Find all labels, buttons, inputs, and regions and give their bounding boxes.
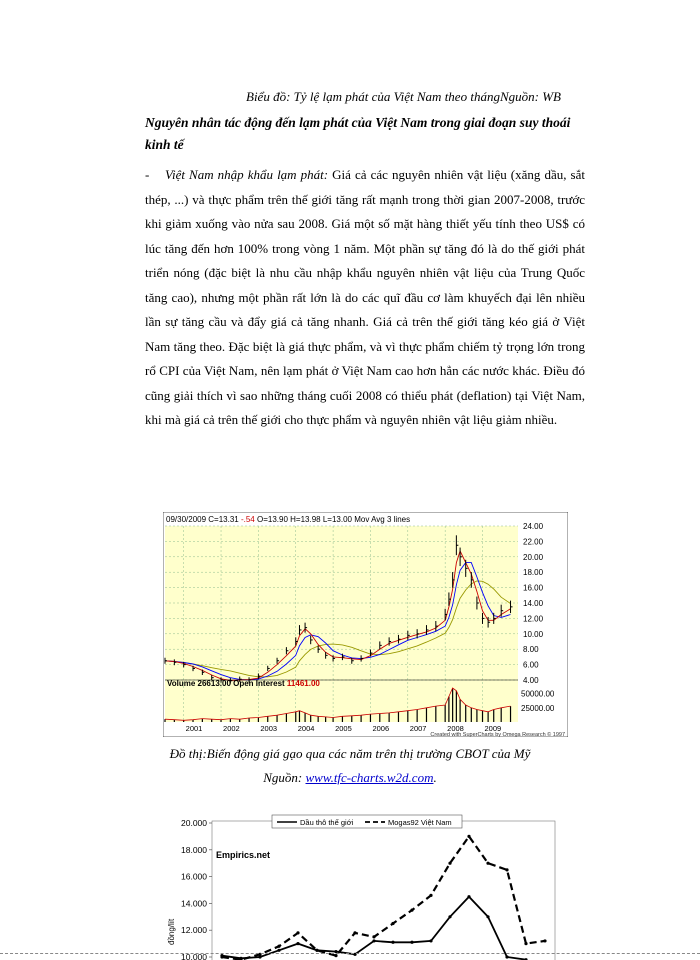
series-point-1	[524, 942, 527, 945]
series-point-1	[410, 909, 413, 912]
series-point-1	[315, 949, 318, 952]
watermark: Empirics.net	[216, 850, 271, 860]
series-point-1	[467, 835, 470, 838]
series-point-0	[410, 941, 413, 944]
x-tick-label: 2005	[335, 724, 352, 733]
header-open: O=13.90	[256, 515, 291, 524]
legend-label-mogas: Mogas92 Việt Nam	[388, 818, 452, 827]
y-tick-label: 10.00	[523, 629, 544, 639]
volume-value: 26613.00	[197, 679, 234, 688]
volume-tick-label: 50000.00	[521, 689, 555, 699]
open-interest-value: 11461.00	[286, 679, 320, 688]
chart-credit: Created with SuperCharts by Omega Research © 1997	[430, 732, 565, 737]
y-tick-label: 18.000	[181, 844, 207, 855]
series-point-0	[448, 915, 451, 918]
header-close: C=13.31	[208, 515, 241, 524]
header-date: 09/30/2009	[166, 515, 209, 524]
y-tick-label: 16.00	[523, 583, 544, 593]
series-point-1	[220, 955, 223, 958]
y-tick-label: 24.00	[523, 522, 544, 531]
y-tick-label: 14.00	[523, 599, 544, 608]
figure-source	[0, 770, 700, 786]
y-tick-label: 16.000	[181, 871, 207, 882]
legend-label-crude: Dầu thô thế giới	[300, 818, 354, 827]
series-point-0	[391, 941, 394, 944]
y-tick-label: 20.00	[523, 552, 544, 562]
series-point-0	[486, 915, 489, 918]
plot-area	[212, 821, 555, 960]
x-tick-label: 2008	[447, 724, 464, 733]
volume-legend	[167, 679, 320, 688]
plot-background	[165, 526, 518, 722]
figure-caption-rice: Đồ thị:Biến động giá gạo qua các năm trên thị trường CBOT của Mỹ	[169, 746, 531, 761]
series-point-1	[543, 939, 546, 942]
source-prefix: Nguồn:	[263, 770, 306, 785]
series-point-0	[296, 942, 299, 945]
series-point-1	[296, 931, 299, 934]
x-tick-label: 2004	[297, 724, 315, 733]
x-tick-label: 2003	[260, 724, 278, 733]
y-tick-label: 10.000	[181, 952, 207, 960]
source-suffix: .	[433, 770, 437, 785]
y-tick-label: 12.00	[523, 614, 544, 624]
y-tick-label: 4.00	[523, 676, 539, 685]
series-point-1	[334, 954, 337, 957]
series-point-1	[391, 922, 394, 925]
chart-header	[166, 515, 410, 524]
source-link[interactable]: www.tfc-charts.w2d.com	[305, 770, 434, 785]
series-point-1	[353, 931, 356, 934]
x-tick-label: 2009	[484, 724, 502, 733]
header-high: H=13.98	[290, 515, 323, 524]
y-tick-label: 22.00	[523, 537, 544, 547]
paragraph-body: Giá cả các nguyên nhiên vật liệu (xăng dầu, sắt thép, ...) và thực phẩm trên thế giới tăng rất mạnh trong thời gian 2007-2008, trước khi giảm xuống vào nửa sau 2008. Giá một số mặt hàng thiết yếu tính theo US$ có lúc tăng đến hơn 100% trong vòng 1 năm. Một phần sự tăng đó là do thế giới phát triển nóng (đặc biệt là nhu cầu nhập khẩu nguyên nhiên vật liệu của Trung Quốc tăng cao), nhưng một phần rất lớn là do các quĩ đầu cơ làm khuyếch đại lên nhiều lần sự tăng cầu và đẩy giá cả tăng nhanh. Giá cả trên thế giới tăng kéo giá ở Việt Nam tăng theo. Đặc biệt là giá thực phẩm, và vì thực phẩm chiếm tỷ trọng lớn trong rổ CPI của Việt Nam, nên lạm phát ở Việt Nam cao hơn hẳn các nước khác. Điều đó cũng giải thích vì sao những tháng cuối 2008 có thiểu phát (deflation) tại Việt Nam, khi mà giá cả trên thế giới cho thực phẩm và nguyên nhiên vật liệu giảm nhiều.	[145, 167, 585, 427]
volume-label: Volume	[167, 679, 198, 688]
rice-price-chart	[163, 512, 568, 737]
y-axis-label: đồng/lít	[167, 918, 176, 945]
x-tick-label: 2006	[372, 724, 390, 733]
page-break-line	[0, 953, 700, 954]
series-point-1	[486, 862, 489, 865]
y-tick-label: 14.000	[181, 898, 207, 909]
series-point-1	[505, 868, 508, 871]
volume-tick-label: 25000.00	[521, 703, 555, 713]
x-tick-label: 2002	[223, 724, 240, 733]
series-point-0	[372, 939, 375, 942]
x-tick-label: 2007	[409, 724, 427, 733]
series-point-0	[505, 955, 508, 958]
y-tick-label: 8.00	[523, 645, 539, 655]
open-interest-label: Open Interest	[233, 679, 287, 688]
series-point-1	[277, 945, 280, 948]
y-tick-label: 20.000	[181, 818, 207, 828]
header-study: Mov Avg 3 lines	[354, 515, 411, 524]
y-tick-label: 18.00	[523, 568, 544, 578]
section-heading: Nguyên nhân tác động đến lạm phát của Việt Nam trong giai đoạn suy thoái kinh tế	[145, 115, 571, 152]
header-low: L=13.00	[322, 515, 355, 524]
bullet-dash: -	[145, 167, 150, 182]
body-paragraph	[145, 163, 585, 433]
header-change: -.54	[240, 515, 257, 524]
fuel-price-chart	[160, 805, 560, 960]
figure-caption-inflation: Biểu đồ: Tỷ lệ lạm phát của Việt Nam theo thángNguồn: WB	[246, 89, 561, 104]
series-point-1	[372, 935, 375, 938]
series-point-0	[429, 939, 432, 942]
series-point-0	[467, 895, 470, 898]
series-point-0	[277, 949, 280, 952]
series-point-1	[448, 862, 451, 865]
y-tick-label: 6.00	[523, 660, 539, 670]
x-tick-label: 2001	[185, 724, 203, 733]
paragraph-lead: Việt Nam nhập khẩu lạm phát:	[165, 167, 329, 182]
series-point-1	[429, 894, 432, 897]
y-tick-label: 12.000	[181, 925, 207, 936]
